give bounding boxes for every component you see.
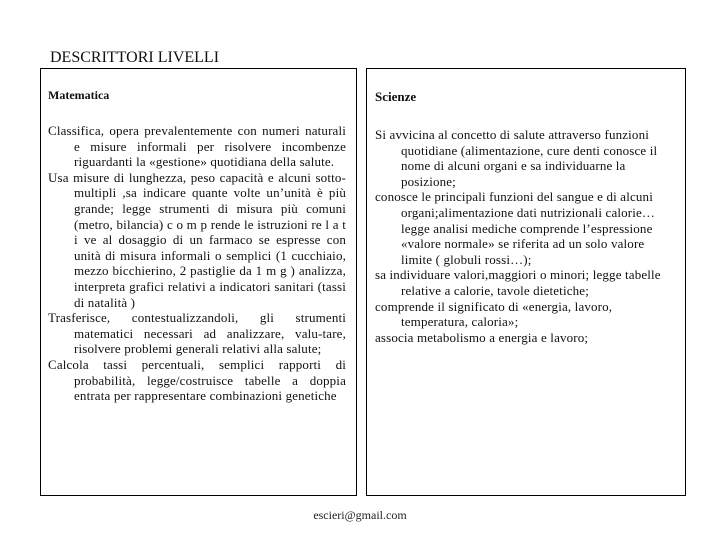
matematica-paragraph: Classifica, opera prevalentemente con numeri naturali e misure informali per risolvere incombenze riguardanti la «gestione» quotidiana della salute.: [48, 123, 346, 170]
scienze-title: Scienze: [375, 89, 417, 104]
matematica-paragraph: Calcola tassi percentuali, semplici rapporti di probabilità, legge/costruisce tabelle a doppia entrata per rappresentare combinazioni genetiche: [48, 356, 346, 404]
scienze-box: [366, 68, 686, 496]
matematica-paragraph: Usa misure di lunghezza, peso capacità e alcuni sotto-multipli ,sa indicare quante volte un’unità è più grande; legge strumenti di misura più comuni (metro, bilancia) c o m p rende le istruzioni re l a t i ve al dosaggio di un farmaco se espresse con unità di misura informali o semplici (1 cucchiaio, mezzo bicchierino, 2 pastiglie da 1 m g ) analizza, interpreta grafici relativi a indicatori sanitari (tassi di natalità ): [48, 169, 346, 310]
scienze-paragraph: associa metabolismo a energia e lavoro;: [375, 329, 589, 345]
matematica-paragraph: Trasferisce, contestualizzandoli, gli strumenti matematici necessari ad analizzare, valu-tare, risolvere problemi generali relativi alla salute;: [48, 310, 346, 357]
matematica-descriptors: [48, 123, 346, 404]
scienze-paragraph: conosce le principali funzioni del sangue e di alcuni organi;alimentazione dati nutrizionali calorie…legge analisi mediche comprende l’espressione «valore normale» se riferita ad un solo valore limite ( globuli rossi…);: [375, 189, 656, 267]
matematica-title: Matematica: [48, 88, 110, 102]
footer-email[interactable]: escieri@gmail.com: [313, 508, 407, 522]
scienze-descriptors: [375, 127, 677, 345]
matematica-box: [40, 68, 357, 496]
scienze-paragraph: sa individuare valori,maggiori o minori; legge tabelle relative a calorie, tavole dietetiche;: [375, 267, 661, 298]
scienze-paragraph: Si avvicina al concetto di salute attraverso funzioni quotidiane (alimentazione, cure denti conosce il nome di alcuni organi e sa individuarne la posizione;: [375, 127, 658, 189]
page-heading: DESCRITTORI LIVELLI: [50, 49, 220, 66]
scienze-paragraph: comprende il significato di «energia, lavoro, temperatura, caloria»;: [375, 298, 613, 330]
